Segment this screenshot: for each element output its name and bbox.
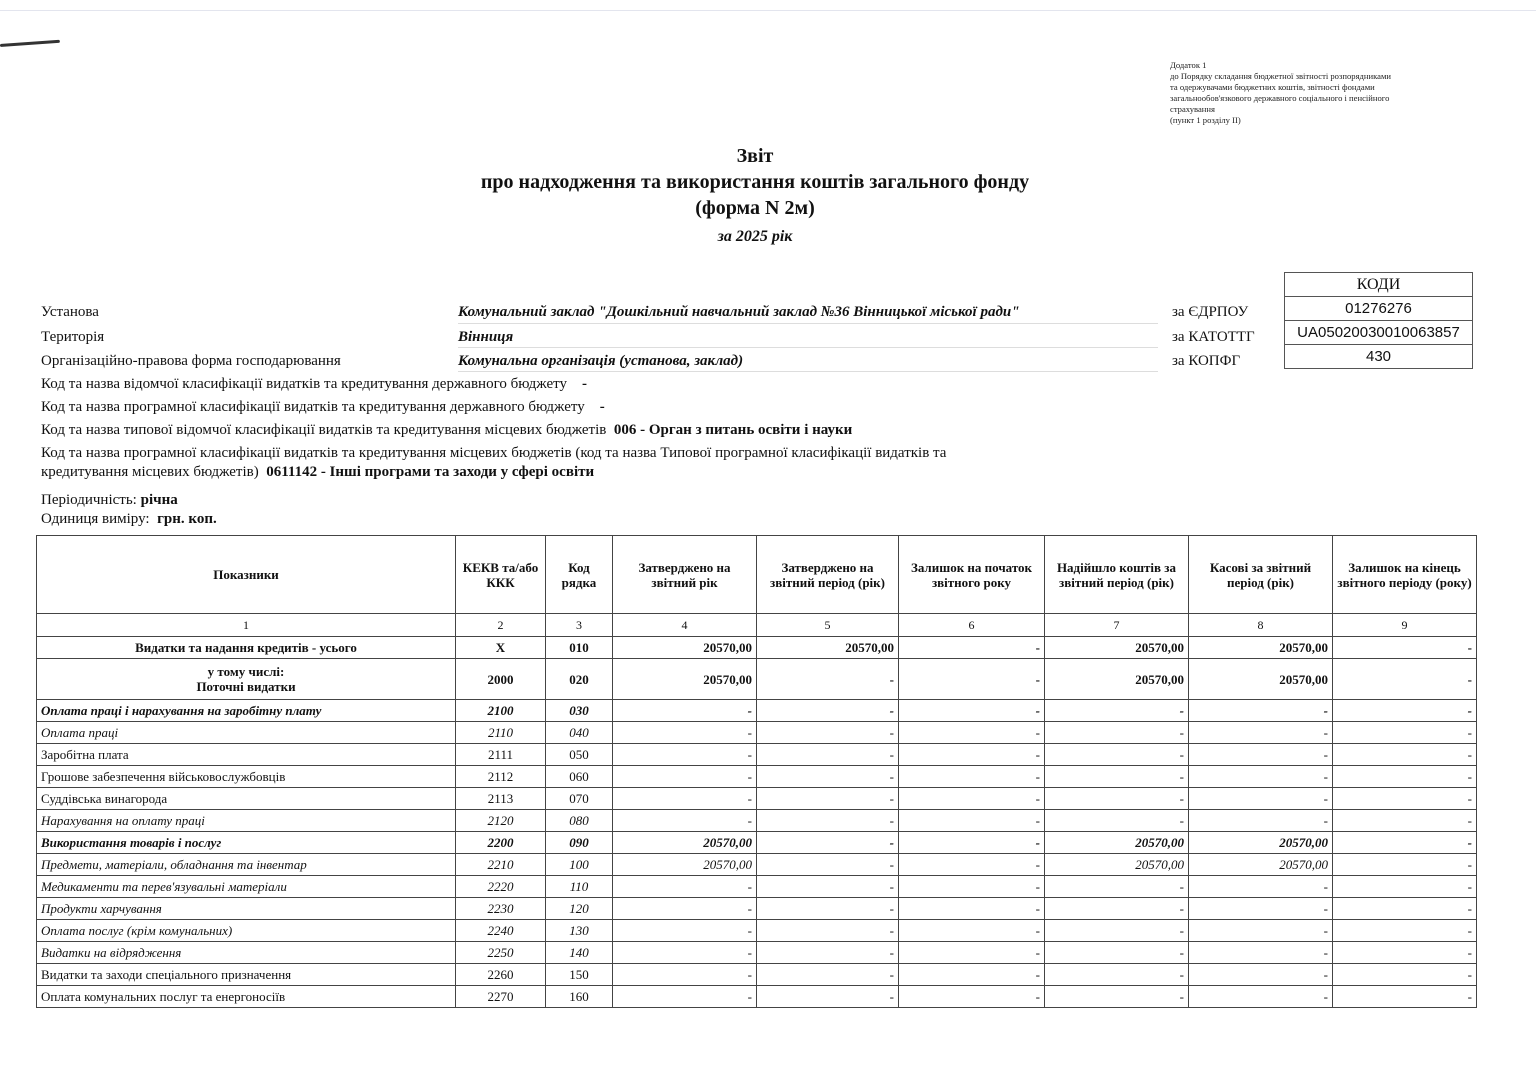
- cell-approved-year: -: [613, 986, 757, 1008]
- appendix-line: та одержувачами бюджетних коштів, звітності фондами: [1170, 82, 1375, 92]
- cell-approved-year: -: [613, 722, 757, 744]
- classification-label: Код та назва програмної класифікації видатків та кредитування державного бюджету: [41, 399, 585, 415]
- legal-form-value: Комунальна організація (установа, заклад): [458, 353, 744, 369]
- row-name: Видатки та надання кредитів - усього: [37, 637, 456, 659]
- row-name: Використання товарів і послуг: [37, 832, 456, 854]
- row-kekv: 2250: [456, 942, 546, 964]
- cell-balance-end: -: [1333, 876, 1477, 898]
- col-header-balance-end: Залишок на кінець звітного періоду (року): [1333, 536, 1477, 614]
- cell-received: -: [1045, 898, 1189, 920]
- table-row: [37, 659, 1477, 700]
- codes-table: [1284, 272, 1473, 369]
- row-code: 050: [546, 744, 613, 766]
- cell-balance-end: -: [1333, 700, 1477, 722]
- cell-approved-period: -: [757, 810, 899, 832]
- row-name: Оплата праці і нарахування на заробітну плату: [37, 700, 456, 722]
- cell-balance-start: -: [899, 722, 1045, 744]
- cell-balance-end: -: [1333, 744, 1477, 766]
- row-name-main: Поточні видатки: [196, 679, 296, 694]
- cell-cash: 20570,00: [1189, 832, 1333, 854]
- underline: [458, 371, 1158, 372]
- periodicity-value: річна: [140, 492, 178, 508]
- classification-label: Код та назва відомчої класифікації видатків та кредитування державного бюджету: [41, 376, 567, 392]
- cell-approved-period: -: [757, 722, 899, 744]
- cell-received: -: [1045, 722, 1189, 744]
- table-row: [37, 832, 1477, 854]
- periodicity: [41, 491, 178, 510]
- cell-approved-period: 20570,00: [757, 637, 899, 659]
- table-row: [37, 964, 1477, 986]
- cell-balance-start: -: [899, 920, 1045, 942]
- row-code: 100: [546, 854, 613, 876]
- row-name: Видатки та заходи спеціального призначення: [37, 964, 456, 986]
- table-row: [37, 788, 1477, 810]
- col-header-approved-period: Затверджено на звітний період (рік): [757, 536, 899, 614]
- cell-approved-year: -: [613, 942, 757, 964]
- table-row: [37, 986, 1477, 1008]
- unit-of-measure: [41, 510, 217, 529]
- cell-approved-year: -: [613, 700, 757, 722]
- cell-approved-period: -: [757, 876, 899, 898]
- cell-received: -: [1045, 964, 1189, 986]
- row-name: Оплата послуг (крім комунальних): [37, 920, 456, 942]
- table-row: [37, 854, 1477, 876]
- cell-approved-period: -: [757, 854, 899, 876]
- cell-balance-end: -: [1333, 766, 1477, 788]
- kopfg-label: за КОПФГ: [1172, 353, 1241, 369]
- cell-balance-end: -: [1333, 898, 1477, 920]
- row-code: 040: [546, 722, 613, 744]
- cell-approved-year: 20570,00: [613, 832, 757, 854]
- table-row: [37, 722, 1477, 744]
- col-header-approved-year: Затверджено на звітний рік: [613, 536, 757, 614]
- cell-received: -: [1045, 920, 1189, 942]
- row-kekv: 2230: [456, 898, 546, 920]
- cell-approved-year: 20570,00: [613, 854, 757, 876]
- row-code: 080: [546, 810, 613, 832]
- scan-mark: [0, 40, 60, 47]
- cell-cash: -: [1189, 876, 1333, 898]
- cell-received: -: [1045, 986, 1189, 1008]
- table-row: [37, 744, 1477, 766]
- cell-cash: -: [1189, 744, 1333, 766]
- cell-approved-period: -: [757, 832, 899, 854]
- institution-label: Установа: [41, 304, 99, 320]
- row-kekv: 2113: [456, 788, 546, 810]
- col-header-received: Надійшло коштів за звітний період (рік): [1045, 536, 1189, 614]
- page-top-edge: [0, 10, 1536, 11]
- underline: [458, 323, 1158, 324]
- edrpou-label: за ЄДРПОУ: [1172, 304, 1249, 320]
- column-number: 3: [546, 614, 613, 637]
- appendix-line: до Порядку складання бюджетної звітності розпорядниками: [1170, 71, 1391, 81]
- cell-balance-start: -: [899, 876, 1045, 898]
- local-dept-classification: [41, 421, 852, 440]
- col-header-row-code: Код рядка: [546, 536, 613, 614]
- cell-received: -: [1045, 700, 1189, 722]
- classification-value: 0611142 - Інші програми та заходи у сфері освіти: [266, 464, 595, 480]
- row-name: Нарахування на оплату праці: [37, 810, 456, 832]
- cell-approved-year: -: [613, 964, 757, 986]
- classification-label: Код та назва типової відомчої класифікації видатків та кредитування місцевих бюджетів: [41, 422, 607, 438]
- edrpou-code: 01276276: [1285, 297, 1473, 321]
- row-name: Продукти харчування: [37, 898, 456, 920]
- column-number: 7: [1045, 614, 1189, 637]
- cell-balance-end: -: [1333, 854, 1477, 876]
- cell-balance-end: -: [1333, 832, 1477, 854]
- cell-approved-period: -: [757, 898, 899, 920]
- classification-label: Код та назва програмної класифікації видатків та кредитування місцевих бюджетів (код та назва Типової програмної класифікації видатків та: [41, 445, 947, 461]
- legal-form-label: Організаційно-правова форма господарювання: [41, 353, 341, 369]
- row-kekv: 2100: [456, 700, 546, 722]
- appendix-line: страхування: [1170, 104, 1215, 114]
- column-number: 8: [1189, 614, 1333, 637]
- cell-balance-start: -: [899, 898, 1045, 920]
- title-form-number: (форма N 2м): [695, 197, 815, 219]
- cell-balance-start: -: [899, 766, 1045, 788]
- row-kekv: 2210: [456, 854, 546, 876]
- cell-received: -: [1045, 810, 1189, 832]
- row-code: 150: [546, 964, 613, 986]
- row-kekv: 2240: [456, 920, 546, 942]
- cell-approved-period: -: [757, 942, 899, 964]
- cell-balance-start: -: [899, 744, 1045, 766]
- row-kekv: 2220: [456, 876, 546, 898]
- cell-balance-end: -: [1333, 964, 1477, 986]
- cell-balance-end: -: [1333, 722, 1477, 744]
- table-row: [37, 810, 1477, 832]
- cell-cash: 20570,00: [1189, 659, 1333, 700]
- row-kekv: 2270: [456, 986, 546, 1008]
- cell-approved-year: -: [613, 898, 757, 920]
- cell-cash: -: [1189, 722, 1333, 744]
- cell-cash: -: [1189, 964, 1333, 986]
- row-name: Предмети, матеріали, обладнання та інвентар: [37, 854, 456, 876]
- cell-balance-end: -: [1333, 637, 1477, 659]
- row-kekv: 2120: [456, 810, 546, 832]
- row-code: 060: [546, 766, 613, 788]
- table-row: [37, 700, 1477, 722]
- title-line-2: про надходження та використання коштів загального фонду: [480, 171, 1030, 193]
- local-program-classification: [41, 444, 1081, 482]
- state-dept-classification: [41, 375, 587, 394]
- col-header-kekv: КЕКВ та/або ККК: [456, 536, 546, 614]
- cell-approved-year: -: [613, 876, 757, 898]
- cell-cash: -: [1189, 810, 1333, 832]
- cell-balance-start: -: [899, 942, 1045, 964]
- row-kekv: 2111: [456, 744, 546, 766]
- column-number: 4: [613, 614, 757, 637]
- cell-received: -: [1045, 766, 1189, 788]
- cell-approved-year: -: [613, 810, 757, 832]
- cell-received: -: [1045, 876, 1189, 898]
- row-name: Видатки на відрядження: [37, 942, 456, 964]
- report-table: [36, 535, 1477, 1008]
- cell-cash: -: [1189, 788, 1333, 810]
- state-program-classification: [41, 398, 605, 417]
- appendix-note: [1170, 60, 1470, 126]
- territory-value: Вінниця: [458, 329, 514, 345]
- classification-value: 006 - Орган з питань освіти і науки: [613, 422, 853, 438]
- table-row: [37, 766, 1477, 788]
- cell-cash: -: [1189, 766, 1333, 788]
- row-code: 130: [546, 920, 613, 942]
- cell-balance-start: -: [899, 832, 1045, 854]
- appendix-line: Додаток 1: [1170, 60, 1207, 70]
- cell-cash: -: [1189, 700, 1333, 722]
- cell-approved-year: -: [613, 920, 757, 942]
- cell-received: -: [1045, 744, 1189, 766]
- column-number: 9: [1333, 614, 1477, 637]
- periodicity-label: Періодичність:: [41, 492, 137, 508]
- cell-approved-year: -: [613, 744, 757, 766]
- cell-received: 20570,00: [1045, 832, 1189, 854]
- classification-value: -: [582, 376, 587, 392]
- row-kekv: 2200: [456, 832, 546, 854]
- cell-received: -: [1045, 788, 1189, 810]
- cell-received: -: [1045, 942, 1189, 964]
- row-code: 070: [546, 788, 613, 810]
- cell-received: 20570,00: [1045, 659, 1189, 700]
- cell-cash: -: [1189, 986, 1333, 1008]
- cell-approved-period: -: [757, 920, 899, 942]
- row-code: 010: [546, 637, 613, 659]
- cell-balance-start: -: [899, 810, 1045, 832]
- cell-approved-year: 20570,00: [613, 659, 757, 700]
- table-row: [37, 920, 1477, 942]
- cell-approved-period: -: [757, 744, 899, 766]
- cell-approved-period: -: [757, 964, 899, 986]
- cell-cash: -: [1189, 898, 1333, 920]
- territory-label: Територія: [41, 329, 105, 345]
- codes-header: КОДИ: [1285, 273, 1473, 297]
- table-row: [37, 637, 1477, 659]
- cell-balance-start: -: [899, 637, 1045, 659]
- classification-value: -: [599, 399, 605, 415]
- row-name: Медикаменти та перев'язувальні матеріали: [37, 876, 456, 898]
- unit-label: Одиниця виміру:: [41, 511, 150, 527]
- row-name: Оплата праці: [37, 722, 456, 744]
- row-name: Оплата комунальних послуг та енергоносіїв: [37, 986, 456, 1008]
- cell-balance-start: -: [899, 986, 1045, 1008]
- col-header-balance-start: Залишок на початок звітного року: [899, 536, 1045, 614]
- col-header-cash: Касові за звітний період (рік): [1189, 536, 1333, 614]
- row-kekv: 2112: [456, 766, 546, 788]
- row-code: 120: [546, 898, 613, 920]
- row-name: Заробітна плата: [37, 744, 456, 766]
- cell-approved-period: -: [757, 659, 899, 700]
- kopfg-code: 430: [1285, 345, 1473, 369]
- cell-balance-start: -: [899, 854, 1045, 876]
- row-code: 140: [546, 942, 613, 964]
- cell-balance-end: -: [1333, 810, 1477, 832]
- underline: [458, 347, 1158, 348]
- cell-cash: 20570,00: [1189, 637, 1333, 659]
- cell-approved-year: -: [613, 788, 757, 810]
- column-number: 6: [899, 614, 1045, 637]
- cell-balance-end: -: [1333, 659, 1477, 700]
- row-kekv: 2000: [456, 659, 546, 700]
- cell-approved-year: 20570,00: [613, 637, 757, 659]
- cell-cash: -: [1189, 942, 1333, 964]
- cell-balance-end: -: [1333, 942, 1477, 964]
- column-number: 5: [757, 614, 899, 637]
- row-code: 160: [546, 986, 613, 1008]
- classification-label: кредитування місцевих бюджетів): [41, 464, 259, 480]
- title-line-1: Звіт: [736, 145, 774, 167]
- cell-received: 20570,00: [1045, 637, 1189, 659]
- cell-approved-period: -: [757, 986, 899, 1008]
- row-name-prefix: у тому числі:: [207, 664, 285, 679]
- institution-value: Комунальний заклад "Дошкільний навчальний заклад №36 Вінницької міської ради": [458, 304, 1020, 320]
- katottg-label: за КАТОТТГ: [1172, 329, 1255, 345]
- appendix-line: загальнообов'язкового державного соціального і пенсійного: [1170, 93, 1390, 103]
- row-code: 030: [546, 700, 613, 722]
- row-name: [37, 659, 456, 700]
- cell-balance-start: -: [899, 964, 1045, 986]
- cell-received: 20570,00: [1045, 854, 1189, 876]
- row-code: 020: [546, 659, 613, 700]
- row-kekv: 2260: [456, 964, 546, 986]
- katottg-code: UA05020030010063857: [1285, 321, 1473, 345]
- table-row: [37, 876, 1477, 898]
- row-code: 110: [546, 876, 613, 898]
- row-name: Суддівська винагорода: [37, 788, 456, 810]
- cell-balance-end: -: [1333, 986, 1477, 1008]
- cell-cash: 20570,00: [1189, 854, 1333, 876]
- cell-approved-period: -: [757, 700, 899, 722]
- column-number: 1: [37, 614, 456, 637]
- column-number: 2: [456, 614, 546, 637]
- report-title: [0, 143, 1510, 249]
- col-header-indicators: Показники: [37, 536, 456, 614]
- row-name: Грошове забезпечення військовослужбовців: [37, 766, 456, 788]
- cell-balance-end: -: [1333, 788, 1477, 810]
- cell-approved-year: -: [613, 766, 757, 788]
- cell-approved-period: -: [757, 788, 899, 810]
- cell-balance-start: -: [899, 659, 1045, 700]
- cell-balance-end: -: [1333, 920, 1477, 942]
- cell-balance-start: -: [899, 788, 1045, 810]
- table-row: [37, 942, 1477, 964]
- cell-cash: -: [1189, 920, 1333, 942]
- table-header-row: [37, 536, 1477, 614]
- cell-balance-start: -: [899, 700, 1045, 722]
- appendix-line: (пункт 1 розділу II): [1170, 115, 1241, 125]
- row-kekv: 2110: [456, 722, 546, 744]
- title-period: за 2025 рік: [717, 228, 793, 245]
- row-kekv: X: [456, 637, 546, 659]
- row-code: 090: [546, 832, 613, 854]
- unit-value: грн. коп.: [157, 511, 217, 527]
- column-numbers-row: [37, 614, 1477, 637]
- cell-approved-period: -: [757, 766, 899, 788]
- table-row: [37, 898, 1477, 920]
